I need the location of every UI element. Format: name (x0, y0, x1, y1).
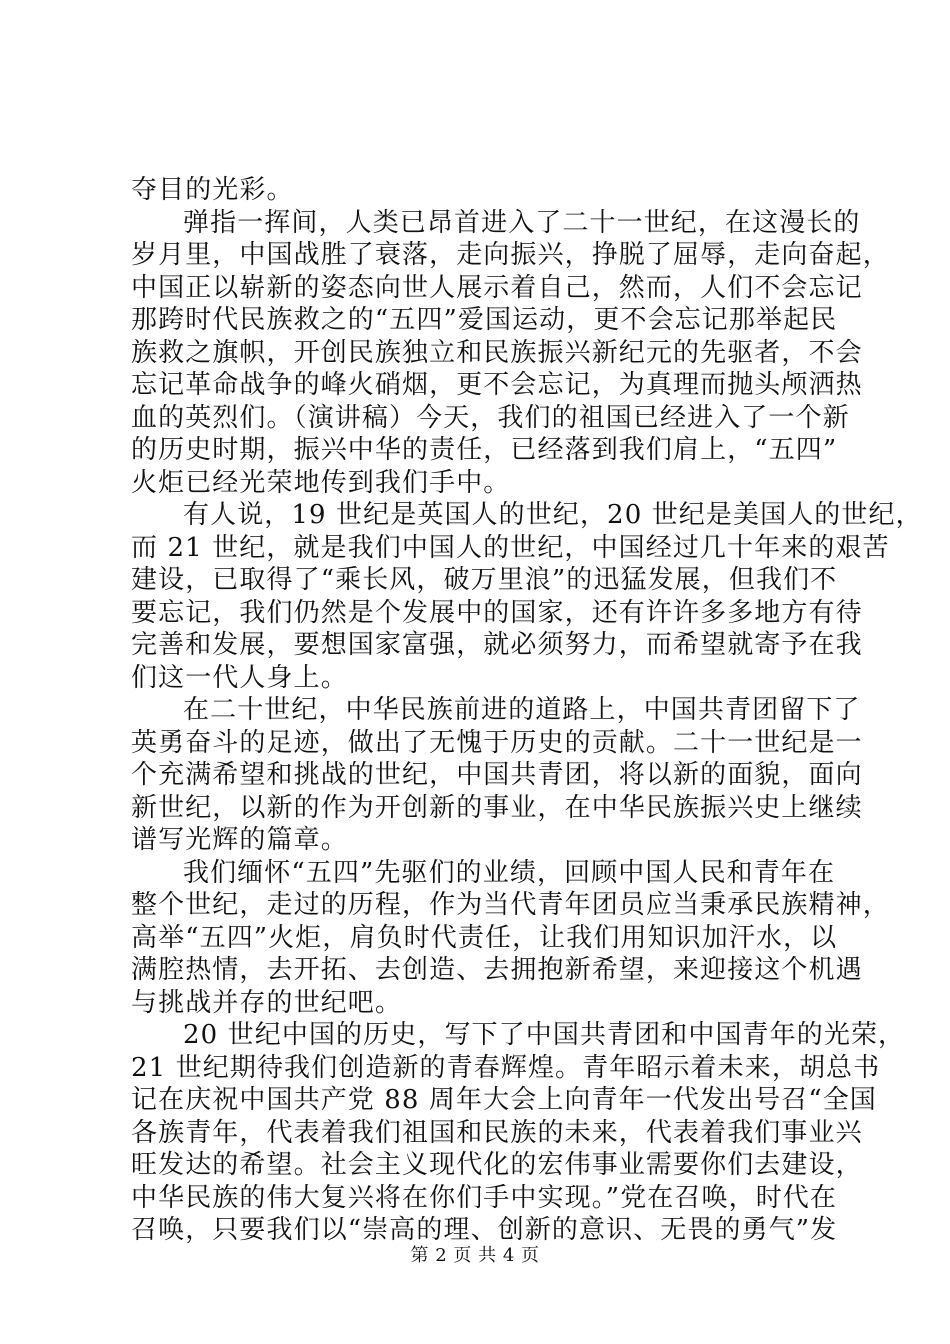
text-line: 谱写光辉的篇章。 (131, 825, 348, 855)
text-line: 旺发达的希望。社会主义现代化的宏伟事业需要你们去建设， (131, 1150, 863, 1180)
text-line: 的历史时期，振兴中华的责任，已经落到我们肩上，“五四” (131, 435, 838, 465)
text-line: 族救之旗帜，开创民族独立和民族振兴新纪元的先驱者，不会 (131, 337, 863, 368)
text-line: 建设，已取得了“乘长风，破万里浪”的迅猛发展，但我们不 (131, 565, 838, 595)
text-line: 岁月里，中国战胜了衰落，走向振兴，挣脱了屈辱，走向奋起， (131, 240, 890, 270)
text-line: 中华民族的伟大复兴将在你们手中实现。”党在召唤，时代在 (131, 1182, 837, 1213)
text-line: 新世纪，以新的作为开创新的事业，在中华民族振兴史上继续 (131, 792, 863, 823)
text-line: 个充满希望和挑战的世纪，中国共青团，将以新的面貌，面向 (131, 760, 863, 790)
text-line: 在二十世纪，中华民族前进的道路上，中国共青团留下了 (183, 695, 861, 725)
text-line: 高举“五四”火炬，肩负时代责任，让我们用知识加汗水，以 (131, 922, 838, 953)
text-line: 弹指一挥间，人类已昂首进入了二十一世纪，在这漫长的 (183, 207, 861, 238)
text-line: 记在庆祝中国共产党 88 周年大会上向青年一代发出号召“全国 (131, 1085, 877, 1115)
text-line: 要忘记，我们仍然是个发展中的国家，还有许许多多地方有待 (131, 597, 863, 628)
text-line: 完善和发展，要想国家富强，就必须努力，而希望就寄予在我 (131, 630, 863, 660)
body-text (131, 174, 923, 1247)
text-line: 各族青年，代表着我们祖国和民族的未来，代表着我们事业兴 (131, 1117, 863, 1148)
text-line: 召唤，只要我们以“崇高的理、创新的意识、无畏的勇气”发 (131, 1215, 838, 1245)
text-line: 而 21 世纪，就是我们中国人的世纪，中国经过几十年来的艰苦 (131, 532, 890, 563)
text-line: 与挑战并存的世纪吧。 (131, 987, 403, 1018)
text-line: 满腔热情，去开拓、去创造、去拥抱新希望，来迎接这个机遇 (131, 955, 863, 985)
text-line: 火炬已经光荣地传到我们手中。 (131, 467, 511, 498)
text-line: 夺目的光彩。 (131, 175, 294, 205)
text-line: 有人说，19 世纪是英国人的世纪，20 世纪是美国人的世纪， (183, 500, 923, 530)
text-line: 整个世纪，走过的历程，作为当代青年团员应当秉承民族精神， (131, 890, 890, 920)
text-line: 血的英烈们。（演讲稿）今天，我们的祖国已经进入了一个新 (131, 402, 850, 433)
text-line: 中国正以崭新的姿态向世人展示着自己，然而，人们不会忘记 (131, 272, 863, 303)
text-line: 英勇奋斗的足迹，做出了无愧于历史的贡献。二十一世纪是一 (131, 727, 863, 758)
text-line: 我们缅怀“五四”先驱们的业绩，回顾中国人民和青年在 (183, 857, 836, 888)
text-line: 忘记革命战争的峰火硝烟，更不会忘记，为真理而抛头颅洒热 (131, 370, 863, 400)
text-line: 那跨时代民族救之的“五四”爱国运动，更不会忘记那举起民 (131, 305, 838, 335)
page-footer: 第 2 页 共 4 页 (410, 1245, 540, 1266)
text-line: 20 世纪中国的历史，写下了中国共青团和中国青年的光荣， (183, 1020, 906, 1050)
text-line: 们这一代人身上。 (131, 662, 348, 693)
text-line: 21 世纪期待我们创造新的青春辉煌。青年昭示着未来，胡总书 (131, 1052, 881, 1083)
